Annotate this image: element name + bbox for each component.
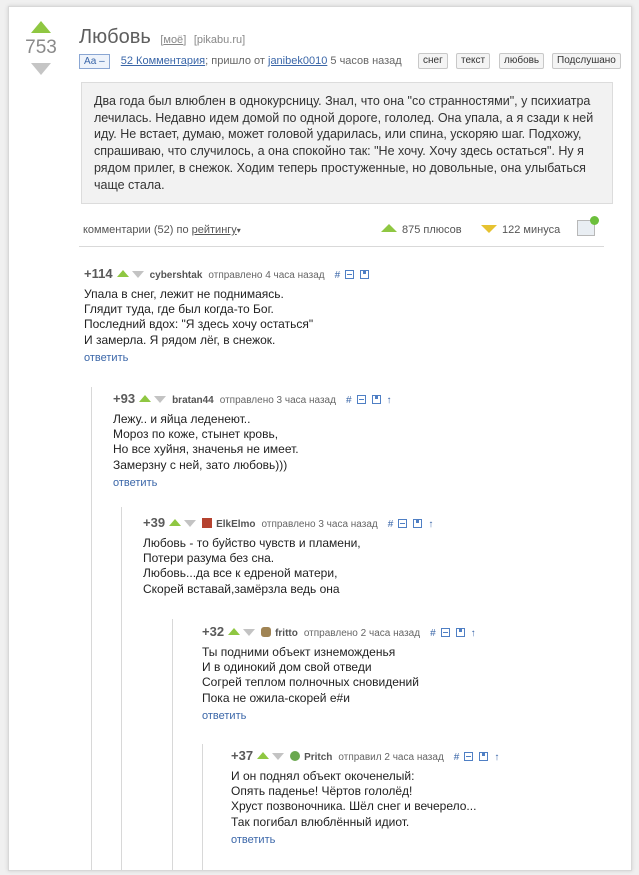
comment-time: отправлено 4 часа назад [208,270,325,281]
save-icon[interactable] [413,519,422,528]
comment-user[interactable]: ElkElmo [216,519,256,530]
avatar [290,751,300,761]
hash-link-icon[interactable]: # [334,270,341,281]
comment-line: Ты подними объект изнеможденья [202,645,396,659]
reply-link[interactable]: ответить [113,476,158,489]
comments-header [79,216,604,247]
save-icon[interactable] [456,628,465,637]
comments-count [83,224,241,236]
downvote-icon[interactable] [243,629,255,636]
upvote-arrow-icon[interactable] [31,21,51,33]
mine-link-wrap: [моё] [160,34,187,46]
upvote-icon[interactable] [257,752,269,759]
thread-line [202,744,203,871]
hash-link-icon[interactable]: # [453,752,460,763]
comment-line: Согрей теплом полночных сновидений [202,675,419,690]
reply-link[interactable]: ответить [84,351,129,364]
minus-arrow-icon [481,225,497,233]
post-title-line [79,26,245,49]
post-title[interactable]: Любовь [79,26,151,48]
comments-prefix: комментарии (52) по [83,224,189,236]
upvote-icon[interactable] [228,628,240,635]
comment-rating: +32 [202,624,225,639]
comment-line: Но все хуйня, значенья не имеет. [113,442,299,457]
downvote-icon[interactable] [154,396,166,403]
font-size-toggle[interactable]: Аа – [79,54,110,69]
comment-time: отправлено 3 часа назад [219,395,336,406]
thread-line [172,619,173,871]
thread-line [91,387,92,871]
comment-line: Последний вдох: "Я здесь хочу остаться" [84,317,314,332]
comment-rating: +37 [231,748,254,763]
comment-line: И он поднял объект окоченелый: [231,769,415,783]
upvote-icon[interactable] [139,395,151,402]
post-meta [79,54,402,69]
plus-count [381,224,462,236]
plus-arrow-icon [381,224,397,232]
post-body: Два года был влюблен в однокурсницу. Знал, что она "со странностями", у психиатра лечилась. Недавно идем домой по одной дороге, гололед. Она упала, а я сзади к ней иду. Не встает, думаю, может головой ударилась, или спина, ускоряю шаг. Подхожу, спрашиваю, что случилось, а она спокойно так: "Не хочу. Хочу здесь остаться". Ну я рядом прилег, в снежок. Ходим теперь простуженные, но довольные, она улыбаться чаще стала. [81,82,613,204]
comment-text [84,287,375,348]
image-toggle-icon[interactable] [577,220,595,236]
comment-line: Пока не ожила-скорей е#и [202,690,350,705]
collapse-icon[interactable] [357,395,366,404]
thread-line [121,507,122,871]
comment-time: отправлено 3 часа назад [261,519,378,530]
comment-rating: +39 [143,515,166,530]
comment-line: И замерла. Я рядом лёг, в снежок. [84,332,276,347]
save-icon[interactable] [372,395,381,404]
comment [84,266,375,364]
comment-line: Скорей вставай,замёрзла ведь она [143,581,340,596]
collapse-icon[interactable] [441,628,450,637]
comment-rating: +93 [113,391,136,406]
page [8,6,632,871]
hash-link-icon[interactable]: # [430,628,436,639]
comment-time: отправил 2 часа назад [338,752,444,763]
comment-line: Опять паденье! Чёртов гололёд! [231,784,413,799]
comment-user[interactable]: bratan44 [172,395,214,406]
comment-line: Любовь...да все к едреной матери, [143,566,338,581]
comment-line: Замерзну с ней, зато любовь))) [113,457,288,472]
comment-line: Хруст позвоночника. Шёл снег и вечерело... [231,799,477,814]
parent-arrow-icon[interactable]: ↑ [386,395,392,406]
comment-text [143,536,438,597]
plus-label: 875 плюсов [402,224,462,236]
comment-text [231,769,504,830]
comment [113,391,397,489]
comment-rating: +114 [84,266,113,281]
comment-line: И в одинокий дом свой отведи [202,660,372,675]
tag-item[interactable]: текст [456,53,490,69]
checkmark-icon [590,216,599,225]
collapse-icon[interactable] [345,270,354,279]
comment [231,748,504,846]
comment-header [84,266,375,282]
reply-link[interactable]: ответить [202,709,247,722]
minus-count [481,224,560,236]
comment-user[interactable]: cybershtak [149,270,203,281]
downvote-arrow-icon[interactable] [31,63,51,75]
hash-link-icon[interactable]: # [345,395,352,406]
tag-item[interactable]: Подслушано [552,53,621,69]
comment-header [231,748,504,764]
post-source[interactable]: [pikabu.ru] [193,34,246,46]
comment-user[interactable]: fritto [275,628,298,639]
comments-link[interactable]: 52 Комментария [120,55,206,67]
hash-link-icon[interactable]: # [387,519,394,530]
minus-label: 122 минуса [502,224,561,236]
save-icon[interactable] [360,270,369,279]
comment-line: Потери разума без сна. [143,551,275,566]
sort-dropdown[interactable]: рейтингу [191,224,237,236]
comment-line: Любовь - то буйство чувств и пламени, [143,536,361,550]
comment-line: Упала в снег, лежит не поднимаясь. [84,287,284,301]
avatar [261,627,271,637]
parent-arrow-icon[interactable]: ↑ [428,519,434,530]
comment-line: Мороз по коже, стынет кровь, [113,427,279,442]
save-icon[interactable] [479,752,488,761]
comment-line: Так погибал влюблённый идиот. [231,814,410,829]
comment-header [113,391,397,407]
post-rating: 753 [25,37,57,58]
upvote-icon[interactable] [117,270,129,277]
tag-item[interactable]: снег [418,53,448,69]
parent-arrow-icon[interactable]: ↑ [494,752,500,763]
collapse-icon[interactable] [398,519,407,528]
upvote-icon[interactable] [169,519,181,526]
downvote-icon[interactable] [272,753,284,760]
downvote-icon[interactable] [132,271,144,278]
comment-header [143,515,438,531]
comment-text [202,645,481,706]
mine-link[interactable]: моё [163,34,184,46]
post-time: 5 часов назад [330,55,402,67]
author-link[interactable]: janibek0010 [268,55,328,67]
avatar [202,518,212,528]
comment-line: Глядит туда, где был когда-то Бог. [84,302,274,317]
comment [202,624,481,722]
collapse-icon[interactable] [464,752,473,761]
parent-arrow-icon[interactable]: ↑ [470,628,476,639]
comment-text [113,412,397,473]
chevron-down-icon[interactable]: ▾ [236,226,241,235]
tag-item[interactable]: любовь [499,53,544,69]
comment-user[interactable]: Pritch [304,752,333,763]
comment [143,515,438,597]
post-rating-block [19,21,63,75]
comment-line: Лежу.. и яйца леденеют.. [113,412,251,426]
downvote-icon[interactable] [184,520,196,527]
comment-header [202,624,481,640]
reply-link[interactable]: ответить [231,833,276,846]
sent-from-label: ; пришло от [205,55,265,67]
comment-time: отправлено 2 часа назад [303,628,421,639]
